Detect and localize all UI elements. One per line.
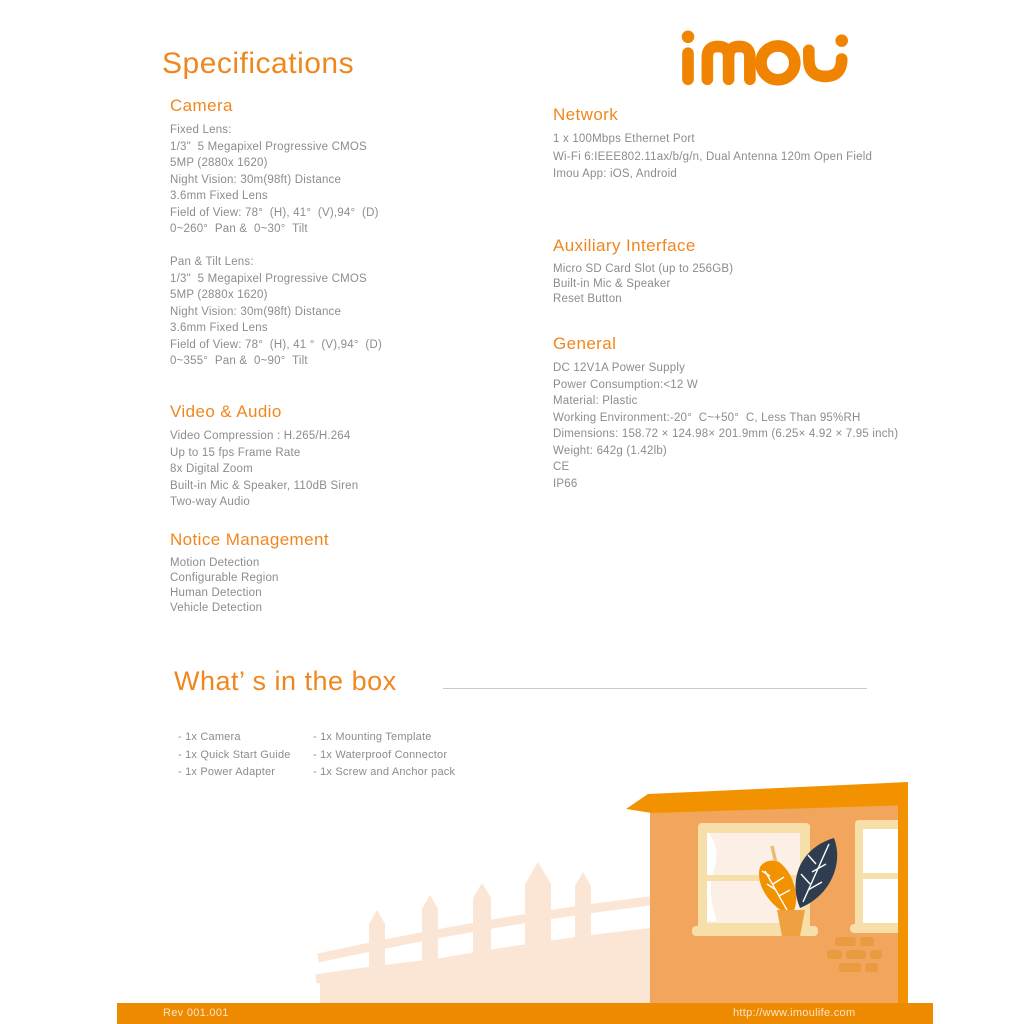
- fence-post: [369, 910, 385, 999]
- section-video-audio-heading: Video & Audio: [170, 402, 282, 421]
- spec-line: 5MP (2880x 1620): [170, 289, 268, 301]
- spec-line: Motion Detection: [170, 557, 260, 569]
- spec-line: Micro SD Card Slot (up to 256GB): [553, 263, 734, 275]
- spec-line: Up to 15 fps Frame Rate: [170, 446, 301, 459]
- spec-line: Configurable Region: [170, 572, 279, 584]
- spec-line: Human Detection: [170, 587, 262, 599]
- revision-label: Rev 001.001: [163, 1007, 229, 1019]
- picket-fence-icon: [316, 862, 660, 1024]
- whats-in-the-box-title: What’ s in the box: [174, 666, 397, 696]
- section-general-heading: General: [553, 334, 617, 353]
- spec-line: Fixed Lens:: [170, 124, 232, 136]
- house-and-fence-illustration: [0, 764, 1024, 1024]
- website-url: http://www.imoulife.com: [733, 1007, 856, 1019]
- section-network: [553, 105, 973, 184]
- spec-line: Wi-Fi 6:IEEE802.11ax/b/g/n, Dual Antenna 120m Open Field: [553, 150, 873, 163]
- spec-line: Night Vision: 30m(98ft) Distance: [170, 173, 342, 186]
- imou-logo: [678, 30, 872, 88]
- spec-line: 0~260° Pan & 0~30° Tilt: [170, 223, 308, 235]
- spec-line: Material: Plastic: [553, 395, 638, 407]
- spec-line: Field of View: 78° (H), 41 ° (V),94° (D): [170, 338, 382, 351]
- box-item: - 1x Mounting Template: [313, 731, 432, 743]
- section-auxiliary-interface: [553, 236, 973, 307]
- spec-line: Pan & Tilt Lens:: [170, 256, 254, 268]
- section-network-heading: Network: [553, 105, 619, 124]
- spec-line: Two-way Audio: [170, 496, 250, 508]
- spec-line: Imou App: iOS, Android: [553, 168, 677, 180]
- spec-line: DC 12V1A Power Supply: [553, 362, 686, 374]
- spec-line: Vehicle Detection: [170, 602, 263, 614]
- section-general: [553, 334, 973, 492]
- section-notice-heading: Notice Management: [170, 530, 329, 549]
- spec-line: 8x Digital Zoom: [170, 463, 253, 475]
- section-camera-pan-tilt: [170, 254, 590, 370]
- house-corner-post: [898, 783, 908, 1009]
- spec-line: Night Vision: 30m(98ft) Distance: [170, 305, 342, 318]
- spec-line: 1 x 100Mbps Ethernet Port: [553, 133, 695, 145]
- imou-logo-icon: [678, 30, 872, 88]
- spec-line: Reset Button: [553, 293, 622, 305]
- box-item: - 1x Camera: [178, 731, 241, 743]
- spec-line: Video Compression : H.265/H.264: [170, 430, 351, 442]
- page-title: Specifications: [162, 47, 355, 80]
- section-auxiliary-heading: Auxiliary Interface: [553, 236, 696, 255]
- spec-line: 3.6mm Fixed Lens: [170, 190, 268, 202]
- spec-line: Built-in Mic & Speaker, 110dB Siren: [170, 479, 359, 492]
- divider-line: [443, 688, 867, 689]
- spec-line: 1/3" 5 Megapixel Progressive CMOS: [170, 140, 367, 153]
- box-item: - 1x Quick Start Guide: [178, 748, 291, 761]
- spec-line: 1/3" 5 Megapixel Progressive CMOS: [170, 272, 367, 285]
- fence-post: [422, 895, 438, 999]
- fence-post: [525, 862, 551, 999]
- section-video-audio: [170, 402, 590, 511]
- spec-line: Dimensions: 158.72 × 124.98× 201.9mm (6.25× 4.92 × 7.95 inch): [553, 428, 899, 440]
- spec-line: 0~355° Pan & 0~90° Tilt: [170, 355, 308, 367]
- spec-line: Working Environment:-20° C~+50° C, Less Than 95%RH: [553, 411, 861, 424]
- box-item: - 1x Waterproof Connector: [313, 748, 448, 761]
- spec-line: IP66: [553, 477, 578, 490]
- section-camera-heading: Camera: [170, 96, 233, 115]
- spec-line: Built-in Mic & Speaker: [553, 278, 671, 290]
- section-notice-management: [170, 530, 590, 616]
- section-camera: [170, 96, 590, 238]
- fence-post: [473, 883, 491, 999]
- fence-post: [575, 872, 591, 999]
- spec-line: Field of View: 78° (H), 41° (V),94° (D): [170, 206, 379, 219]
- footer-bar: [117, 1003, 933, 1024]
- house-icon: [626, 782, 908, 1009]
- box-item: - 1x Screw and Anchor pack: [313, 766, 456, 778]
- spec-line: Weight: 642g (1.42lb): [553, 444, 667, 457]
- box-item: - 1x Power Adapter: [178, 766, 276, 778]
- spec-line: Power Consumption:<12 W: [553, 378, 698, 391]
- spec-line: CE: [553, 461, 570, 473]
- spec-line: 3.6mm Fixed Lens: [170, 322, 268, 334]
- spec-line: 5MP (2880x 1620): [170, 157, 268, 169]
